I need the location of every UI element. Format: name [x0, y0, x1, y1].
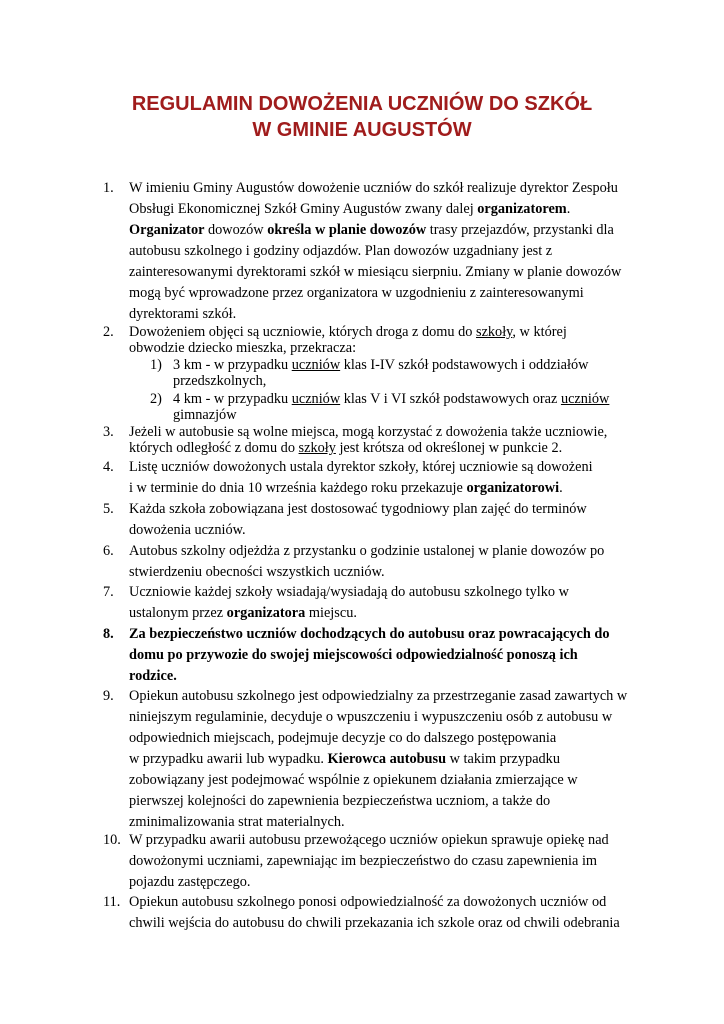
- item-text-line: W przypadku awarii autobusu przewożącego uczniów opiekun sprawuje opiekę nad: [129, 832, 609, 848]
- organizer-term: organizatorem: [477, 201, 567, 217]
- item-text-line: ustalonym przez organizatora miejscu.: [129, 605, 357, 621]
- document-title-line-2: W GMINIE AUGUSTÓW: [252, 119, 472, 141]
- item-text-line: zminimalizowania strat materialnych.: [129, 814, 345, 830]
- item-text-line: i w terminie do dnia 10 września każdego roku przekazuje organizatorowi.: [129, 480, 563, 496]
- item-text-line: dowożenia uczniów.: [129, 522, 246, 538]
- item-text-line: Obsługi Ekonomicznej Szkół Gminy Augustów zwany dalej organizatorem.: [129, 201, 571, 217]
- item-number: 4.: [103, 459, 114, 475]
- item-text-line: Opiekun autobusu szkolnego ponosi odpowiedzialność za dowożonych uczniów od: [129, 894, 607, 910]
- item-number: 6.: [103, 543, 114, 559]
- item-text-line: w przypadku awarii lub wypadku. Kierowca autobusu w takim przypadku: [129, 751, 560, 767]
- item-text-line: Opiekun autobusu szkolnego jest odpowiedzialny za przestrzeganie zasad zawartych w: [129, 688, 628, 704]
- item-text-line: Za bezpieczeństwo uczniów dochodzących do autobusu oraz powracających do: [129, 626, 610, 642]
- item-text-line: 3 km - w przypadku uczniów klas I-IV szkół podstawowych i oddziałów: [173, 357, 589, 373]
- item-text-line: Uczniowie każdej szkoły wsiadają/wysiadają do autobusu szkolnego tylko w: [129, 584, 569, 600]
- item-text-line: Jeżeli w autobusie są wolne miejsca, mogą korzystać z dowożenia także uczniowie,: [129, 424, 608, 440]
- item-number: 3.: [103, 424, 114, 440]
- item-number: 5.: [103, 501, 114, 517]
- item-text-line: pojazdu zastępczego.: [129, 874, 251, 890]
- item-number: 1.: [103, 180, 114, 196]
- item-number: 2.: [103, 324, 114, 340]
- item-number: 11.: [103, 894, 121, 910]
- item-text-line: Każda szkoła zobowiązana jest dostosować tygodniowy plan zajęć do terminów: [129, 501, 587, 517]
- item-text-line: zainteresowanymi dyrektorami szkół w miesiącu sierpniu. Zmiany w planie dowozów: [129, 264, 622, 280]
- item-text-line: Autobus szkolny odjeżdża z przystanku o godzinie ustalonej w planie dowozów po: [129, 543, 605, 559]
- item-number: 9.: [103, 688, 114, 704]
- item-text-line: W imieniu Gminy Augustów dowożenie uczniów do szkół realizuje dyrektor Zespołu: [129, 180, 618, 196]
- item-text-line: zobowiązany jest podejmować wspólnie z opiekunem działania zmierzające w: [129, 772, 578, 788]
- document-title-line-1: REGULAMIN DOWOŻENIA UCZNIÓW DO SZKÓŁ: [131, 93, 593, 115]
- item-text-line: Listę uczniów dowożonych ustala dyrektor szkoły, której uczniowie są dowożeni: [129, 459, 593, 475]
- item-number: 10.: [103, 832, 121, 848]
- item-text-line: domu po przywozie do swojej miejscowości odpowiedzialność ponoszą ich: [129, 647, 578, 663]
- item-text-line: chwili wejścia do autobusu do chwili przekazania ich szkole oraz od chwili odebrania: [129, 915, 620, 931]
- item-text-line: 4 km - w przypadku uczniów klas V i VI szkół podstawowych oraz uczniów: [173, 391, 610, 407]
- item-number: 7.: [103, 584, 114, 600]
- item-text-line: mogą być wprowadzone przez organizatora w uzgodnieniu z zainteresowanymi: [129, 285, 584, 301]
- item-text-line: odpowiednich miejscach, podejmuje decyzje co do dalszego postępowania: [129, 730, 557, 746]
- item-text-line: dyrektorami szkół.: [129, 306, 237, 322]
- sub-item-number: 2): [150, 391, 162, 407]
- item-text-line: Dowożeniem objęci są uczniowie, których droga z domu do szkoły, w której: [129, 324, 567, 340]
- item-text-line: gimnazjów: [173, 407, 237, 423]
- sub-item-number: 1): [150, 357, 162, 373]
- item-text-line: dowożonymi uczniami, zapewniając im bezpieczeństwo do czasu zapewnienia im: [129, 853, 598, 869]
- item-text-line: pierwszej kolejności do zapewnienia bezpieczeństwa uczniom, a także do: [129, 793, 551, 809]
- item-number: 8.: [103, 626, 114, 642]
- item-text-line: rodzice.: [129, 668, 177, 684]
- item-text-line: stwierdzeniu obecności wszystkich uczniów.: [129, 564, 385, 580]
- item-text-line: obwodzie dziecko mieszka, przekracza:: [129, 340, 357, 356]
- item-text-line: których odległość z domu do szkoły jest krótsza od określonej w punkcie 2.: [129, 440, 563, 456]
- item-text-line: autobusu szkolnego i godziny odjazdów. Plan dowozów uzgadniany jest z: [129, 243, 553, 259]
- item-text-line: Organizator dowozów określa w planie dowozów trasy przejazdów, przystanki dla: [129, 222, 614, 238]
- item-text-line: przedszkolnych,: [173, 373, 267, 389]
- item-text-line: niniejszym regulaminie, decyduje o wpuszczeniu i wypuszczeniu osób z autobusu w: [129, 709, 613, 725]
